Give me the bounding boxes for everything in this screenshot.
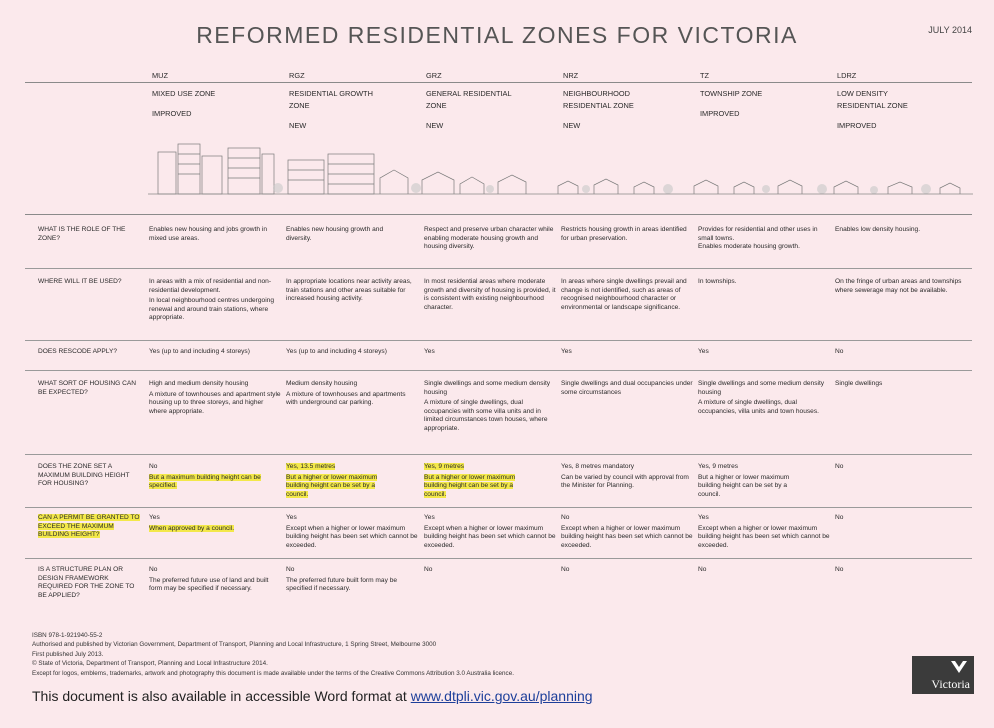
row-label-where: WHERE WILL IT BE USED? bbox=[38, 278, 122, 285]
zone-header-muz: MUZ MIXED USE ZONE IMPROVED bbox=[152, 71, 216, 118]
row-label-height: DOES THE ZONE SET A MAXIMUM BUILDING HEIGHT FOR HOUSING? bbox=[38, 463, 130, 488]
cell-plan-nrz: No bbox=[561, 566, 570, 573]
cell-height-tz: Yes, 9 metres But a higher or lower maximum building height can be set by a council. bbox=[698, 463, 790, 498]
cell-where-muz: In areas with a mix of residential and non-residential development. In local neighbourhood centres undergoing renewal and around train stations, where appropriate. bbox=[149, 278, 275, 322]
accessible-format-note: This document is also available in accessible Word format at www.dtpli.vic.gov.au/planning bbox=[32, 688, 593, 704]
cell-where-grz: In most residential areas where moderate growth and diversity of housing is provided, it is consistent with existing neighbourhood character. bbox=[424, 278, 556, 311]
cell-permit-nrz: No Except when a higher or lower maximum building height has been set which cannot be exceeded. bbox=[561, 514, 693, 549]
victoria-logo: Victoria bbox=[912, 656, 974, 694]
divider bbox=[25, 340, 972, 341]
cell-plan-muz: No The preferred future use of land and built form may be specified if necessary. bbox=[149, 566, 269, 593]
cell-role-rgz: Enables new housing growth and diversity. bbox=[286, 226, 384, 242]
cell-plan-rgz: No The preferred future built form may be specified if necessary. bbox=[286, 566, 398, 593]
divider bbox=[25, 454, 972, 455]
cell-role-tz: Provides for residential and other uses in small towns. Enables moderate housing growth. bbox=[698, 226, 818, 251]
cell-housing-muz: High and medium density housing A mixture of townhouses and apartment style housing up to three storeys, and higher where appropriate. bbox=[149, 380, 281, 415]
cell-plan-grz: No bbox=[424, 566, 433, 573]
cell-permit-grz: Yes Except when a higher or lower maximum building height has been set which cannot be exceeded. bbox=[424, 514, 556, 549]
cell-role-ldrz: Enables low density housing. bbox=[835, 226, 921, 233]
cell-permit-tz: Yes Except when a higher or lower maximum building height has been set which cannot be exceeded. bbox=[698, 514, 830, 549]
planning-website-link[interactable]: www.dtpli.vic.gov.au/planning bbox=[410, 688, 593, 704]
publication-date: JULY 2014 bbox=[928, 25, 972, 35]
cell-rescode-grz: Yes bbox=[424, 348, 435, 355]
copyright: © State of Victoria, Department of Transport, Planning and Local Infrastructure 2014. bbox=[32, 660, 268, 668]
zone-header-nrz: NRZ NEIGHBOURHOOD RESIDENTIAL ZONE NEW bbox=[563, 71, 634, 130]
cell-height-nrz: Yes, 8 metres mandatory Can be varied by council with approval from the Minister for Planning. bbox=[561, 463, 689, 490]
row-label-rescode: DOES RESCODE APPLY? bbox=[38, 348, 118, 355]
published-date: First published July 2013. bbox=[32, 650, 104, 658]
cell-rescode-tz: Yes bbox=[698, 348, 709, 355]
cell-plan-tz: No bbox=[698, 566, 707, 573]
cell-permit-muz: Yes When approved by a council. bbox=[149, 514, 235, 532]
divider bbox=[25, 558, 972, 559]
divider bbox=[25, 507, 972, 508]
page-title: REFORMED RESIDENTIAL ZONES FOR VICTORIA bbox=[196, 22, 798, 48]
cell-height-muz: No But a maximum building height can be specified. bbox=[149, 463, 261, 490]
cell-where-tz: In townships. bbox=[698, 278, 737, 285]
row-label-role: WHAT IS THE ROLE OF THE ZONE? bbox=[38, 226, 126, 242]
row-label-permit: CAN A PERMIT BE GRANTED TO EXCEED THE MAXIMUM BUILDING HEIGHT? bbox=[38, 514, 140, 539]
cell-rescode-rgz: Yes (up to and including 4 storeys) bbox=[286, 348, 387, 355]
row-label-housing: WHAT SORT OF HOUSING CAN BE EXPECTED? bbox=[38, 380, 137, 396]
cell-permit-ldrz: No bbox=[835, 514, 844, 521]
cell-role-grz: Respect and preserve urban character while enabling moderate housing growth and housing diversity. bbox=[424, 226, 554, 251]
zone-header-tz: TZ TOWNSHIP ZONE IMPROVED bbox=[700, 71, 763, 118]
zone-header-ldrz: LDRZ LOW DENSITY RESIDENTIAL ZONE IMPROVED bbox=[837, 71, 908, 130]
divider bbox=[25, 268, 972, 269]
isbn: ISBN 978-1-921940-55-2 bbox=[32, 632, 103, 639]
cell-role-nrz: Restricts housing growth in areas identified for urban preservation. bbox=[561, 226, 687, 242]
licence: Except for logos, emblems, trademarks, artwork and photography this document is made available under the terms of the Creative Commons Attribution 3.0 Australia licence. bbox=[32, 669, 514, 677]
cell-housing-ldrz: Single dwellings bbox=[835, 380, 883, 387]
cell-housing-rgz: Medium density housing A mixture of townhouses and apartments with underground car parking. bbox=[286, 380, 406, 407]
cell-where-rgz: In appropriate locations near activity areas, train stations and other areas suitable for increased housing activity. bbox=[286, 278, 412, 303]
divider bbox=[25, 214, 972, 215]
streetscape-illustration bbox=[148, 140, 973, 198]
cell-height-rgz: Yes, 13.5 metres But a higher or lower maximum building height can be set by a council. bbox=[286, 463, 378, 498]
cell-rescode-muz: Yes (up to and including 4 storeys) bbox=[149, 348, 250, 355]
divider bbox=[25, 370, 972, 371]
cell-housing-grz: Single dwellings and some medium density housing A mixture of single dwellings, dual occupancies with some villa units and in limited circumstances town houses, where appropriate. bbox=[424, 380, 551, 432]
cell-rescode-ldrz: No bbox=[835, 348, 844, 355]
cell-housing-nrz: Single dwellings and dual occupancies under some circumstances bbox=[561, 380, 693, 396]
cell-where-nrz: In areas where single dwellings prevail and change is not identified, such as areas of recognised neighbourhood character or environmental or landscape significance. bbox=[561, 278, 687, 311]
row-label-structure-plan: IS A STRUCTURE PLAN OR DESIGN FRAMEWORK REQUIRED FOR THE ZONE TO BE APPLIED? bbox=[38, 566, 135, 599]
cell-role-muz: Enables new housing and jobs growth in mixed use areas. bbox=[149, 226, 268, 242]
cell-housing-tz: Single dwellings and some medium density housing A mixture of single dwellings, dual occupancies, villa units and town houses. bbox=[698, 380, 825, 415]
authorised-by: Authorised and published by Victorian Government, Department of Transport, Planning and Local Infrastructure, 1 Spring Street, Melbourne 3000 bbox=[32, 641, 437, 649]
cell-height-ldrz: No bbox=[835, 463, 844, 470]
footer-info bbox=[32, 631, 514, 678]
cell-where-ldrz: On the fringe of urban areas and townships where sewerage may not be available. bbox=[835, 278, 962, 294]
zone-header-grz: GRZ GENERAL RESIDENTIAL ZONE NEW bbox=[426, 71, 512, 130]
cell-height-grz: Yes, 9 metres But a higher or lower maximum building height can be set by a council. bbox=[424, 463, 516, 498]
victoria-emblem-icon bbox=[950, 660, 968, 674]
cell-plan-ldrz: No bbox=[835, 566, 844, 573]
zone-header-rgz: RGZ RESIDENTIAL GROWTH ZONE NEW bbox=[289, 71, 373, 130]
cell-rescode-nrz: Yes bbox=[561, 348, 572, 355]
cell-permit-rgz: Yes Except when a higher or lower maximum building height has been set which cannot be exceeded. bbox=[286, 514, 418, 549]
